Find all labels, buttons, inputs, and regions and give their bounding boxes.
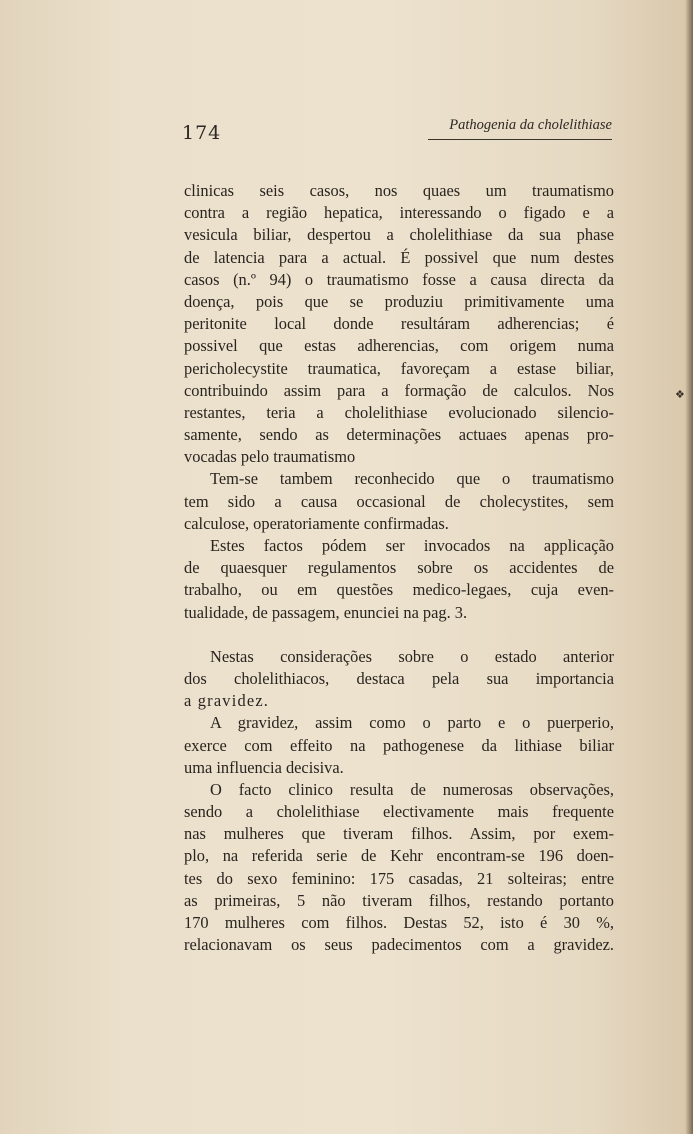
text-line: exerce com effeito na pathogenese da lithiase biliar xyxy=(184,735,614,755)
text-line: tem sido a causa occasional de cholecystites, sem xyxy=(184,491,614,511)
page-number: 174 xyxy=(182,122,222,144)
section-gap xyxy=(184,624,614,646)
paragraph xyxy=(184,180,614,468)
paragraph xyxy=(184,468,614,535)
text-line: contra a região hepatica, interessando o figado e a xyxy=(184,203,614,223)
text-line: nas mulheres que tiveram filhos. Assim, por exem- xyxy=(184,824,614,844)
text-line: plo, na referida serie de Kehr encontram-se 196 doen- xyxy=(184,846,614,866)
text-line: restantes, teria a cholelithiase evolucionado silencio- xyxy=(184,402,614,422)
text-line: Nestas considerações sobre o estado anterior xyxy=(210,646,614,666)
text-line: doença, pois que se produziu primitivamente uma xyxy=(184,291,614,311)
paragraph xyxy=(184,712,614,779)
text-line: calculose, operatoriamente confirmadas. xyxy=(184,513,449,533)
text-line: as primeiras, 5 não tiveram filhos, restando portanto xyxy=(184,890,614,910)
text-line: dos cholelithiacos, destaca pela sua importancia xyxy=(184,668,614,688)
text-line: Estes factos pódem ser invocados na applicação xyxy=(210,536,614,555)
text-line: tualidade, de passagem, enunciei na pag. 3. xyxy=(184,602,468,622)
text-line: relacionavam os seus padecimentos com a gravidez. xyxy=(184,935,614,955)
text-line: vocadas pelo traumatismo xyxy=(184,447,356,467)
body-text xyxy=(184,180,614,956)
text-line: tes do sexo feminino: 175 casadas, 21 solteiras; entre xyxy=(184,868,614,888)
text-line: vesicula biliar, despertou a cholelithiase da sua phase xyxy=(184,225,614,245)
text-line: contribuindo assim para a formação de calculos. Nos xyxy=(184,380,614,400)
text-line: de quaesquer regulamentos sobre os accidentes de xyxy=(184,558,614,578)
text-line: sendo a cholelithiase electivamente mais frequente xyxy=(184,802,614,822)
text-line: A gravidez, assim como o parto e o puerperio, xyxy=(210,713,614,733)
text-line: possivel que estas adherencias, com origem numa xyxy=(184,336,614,356)
text-line: trabalho, ou em questões medico-legaes, cuja even- xyxy=(184,580,614,600)
running-head: Pathogenia da cholelithiase xyxy=(449,117,612,133)
text-line: 170 mulheres com filhos. Destas 52, isto é 30 %, xyxy=(184,913,614,932)
text-line: uma influencia decisiva. xyxy=(184,757,344,777)
text-line: pericholecystite traumatica, favoreçam a estase biliar, xyxy=(184,358,614,378)
text-line: samente, sendo as determinações actuaes apenas pro- xyxy=(184,425,614,445)
text-line: a gravidez. xyxy=(184,691,270,711)
text-line: casos (n.º 94) o traumatismo fosse a causa directa da xyxy=(184,269,614,289)
running-head-rule xyxy=(428,139,612,140)
margin-mark: ❖ xyxy=(675,388,685,401)
paragraph xyxy=(184,646,614,713)
text-line: O facto clinico resulta de numerosas observações, xyxy=(210,779,614,799)
text-line: clinicas seis casos, nos quaes um traumatismo xyxy=(184,181,614,200)
paragraph xyxy=(184,535,614,624)
text-line: peritonite local donde resultáram adherencias; é xyxy=(184,314,614,334)
text-line: de latencia para a actual. É possivel que num destes xyxy=(184,247,614,267)
text-line: Tem-se tambem reconhecido que o traumatismo xyxy=(210,469,614,489)
paragraph xyxy=(184,779,614,957)
